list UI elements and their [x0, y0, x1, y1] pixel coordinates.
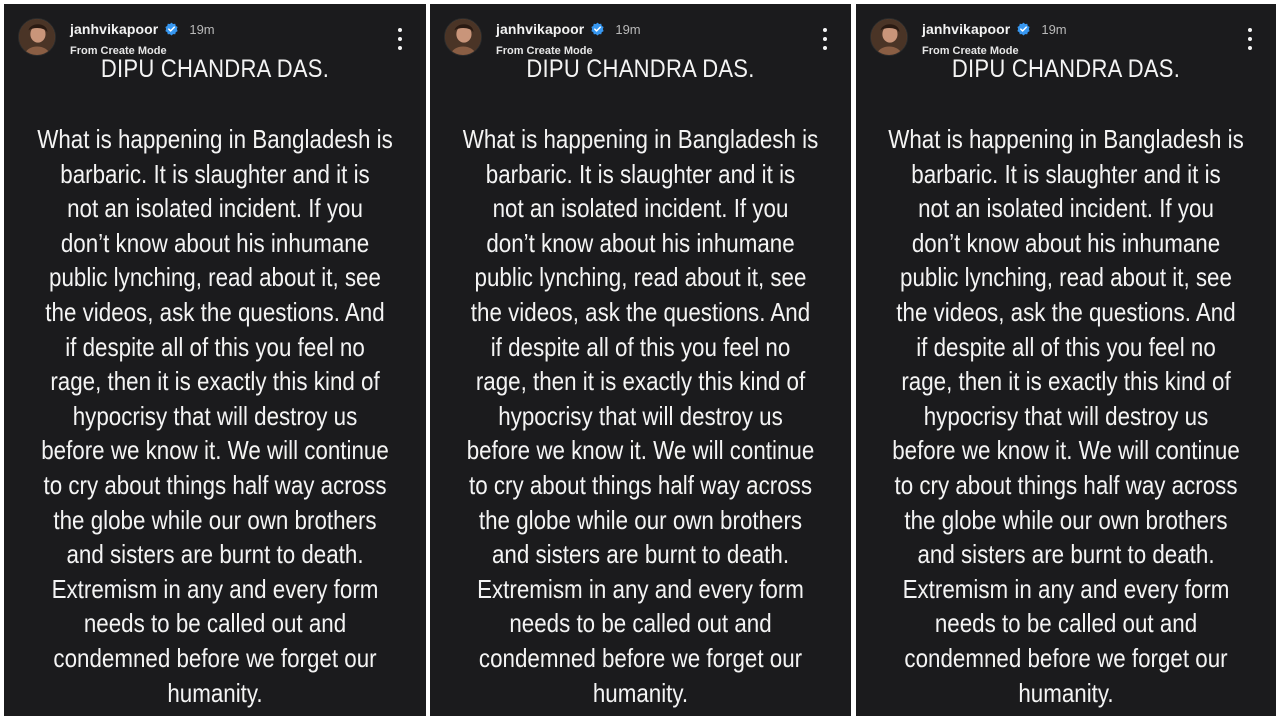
story-text-line: and sisters are burnt to death.	[917, 539, 1215, 570]
story-text-line: hypocrisy that will destroy us	[72, 400, 358, 431]
story-text-line: to cry about things half way across	[43, 469, 387, 500]
verified-badge-icon	[164, 22, 179, 37]
story-text-line: the videos, ask the questions. And	[45, 296, 385, 327]
story-text-line: the globe while our own brothers	[904, 504, 1228, 535]
story-text-line: rage, then it is exactly this kind of	[50, 366, 380, 397]
post-time: 19m	[615, 21, 641, 37]
story-text-line: rage, then it is exactly this kind of	[475, 366, 806, 397]
post-time: 19m	[189, 21, 215, 37]
story-text-line: public lynching, read about it, see	[900, 262, 1232, 293]
story-text	[430, 122, 851, 710]
story-text-line: rage, then it is exactly this kind of	[901, 366, 1231, 397]
story-text-line: needs to be called out and	[509, 608, 772, 639]
more-options-icon[interactable]	[392, 28, 408, 50]
story-text-line: humanity.	[167, 677, 263, 708]
story-text-line: needs to be called out and	[934, 608, 1198, 639]
profile-avatar[interactable]	[444, 18, 482, 56]
create-mode-label: From Create Mode	[70, 45, 167, 57]
story-text	[856, 122, 1276, 710]
username[interactable]: janhvikapoor	[922, 21, 1011, 37]
story-text-line: the videos, ask the questions. And	[896, 296, 1236, 327]
story-text-line: not an isolated incident. If you	[67, 193, 363, 224]
story-text-line: don’t know about his inhumane	[486, 227, 795, 258]
story-text-line: humanity.	[592, 677, 689, 708]
story-text-line: barbaric. It is slaughter and it is	[485, 158, 796, 189]
story-text-line: condemned before we forget our	[53, 642, 377, 673]
story-text-line: and sisters are burnt to death.	[66, 539, 364, 570]
story-text-line: and sisters are burnt to death.	[491, 539, 790, 570]
story-text-line: don’t know about his inhumane	[911, 227, 1221, 258]
story-text-line: condemned before we forget our	[478, 642, 803, 673]
create-mode-label: From Create Mode	[496, 45, 593, 57]
story-text-line: humanity.	[1018, 677, 1114, 708]
profile-avatar[interactable]	[870, 18, 908, 56]
story-text	[4, 122, 426, 710]
verified-badge-icon	[590, 22, 605, 37]
story-text-line: Extremism in any and every form	[51, 573, 379, 604]
story-text-line: barbaric. It is slaughter and it is	[911, 158, 1221, 189]
create-mode-label: From Create Mode	[922, 45, 1019, 57]
story-text-line: public lynching, read about it, see	[49, 262, 381, 293]
story-text-line: not an isolated incident. If you	[918, 193, 1214, 224]
story-text-line: needs to be called out and	[83, 608, 347, 639]
story-text-line: What is happening in Bangladesh is	[462, 124, 819, 154]
story-meta	[922, 20, 1222, 57]
story-panel	[4, 4, 426, 716]
username[interactable]: janhvikapoor	[70, 21, 159, 37]
story-text-line: to cry about things half way across	[894, 469, 1238, 500]
story-text-line: don’t know about his inhumane	[60, 227, 370, 258]
verified-badge-icon	[1016, 22, 1031, 37]
story-meta	[70, 20, 372, 57]
story-text-line: if despite all of this you feel no	[65, 331, 365, 362]
username[interactable]: janhvikapoor	[496, 21, 585, 37]
story-text-line: Extremism in any and every form	[902, 573, 1230, 604]
story-title: DIPU CHANDRA DAS.	[526, 55, 755, 83]
post-time: 19m	[1041, 21, 1067, 37]
story-text-line: public lynching, read about it, see	[474, 262, 807, 293]
story-text-line: to cry about things half way across	[468, 469, 813, 500]
more-options-icon[interactable]	[1242, 28, 1258, 50]
story-title: DIPU CHANDRA DAS.	[951, 55, 1181, 83]
story-panel	[856, 4, 1276, 716]
story-text-line: if despite all of this you feel no	[916, 331, 1216, 362]
story-text-line: barbaric. It is slaughter and it is	[60, 158, 370, 189]
story-meta	[496, 20, 797, 57]
story-title: DIPU CHANDRA DAS.	[100, 55, 330, 83]
story-text-line: What is happening in Bangladesh is	[37, 124, 393, 154]
story-text-line: Extremism in any and every form	[477, 573, 804, 604]
story-text-line: condemned before we forget our	[904, 642, 1228, 673]
story-text-line: hypocrisy that will destroy us	[498, 400, 783, 431]
more-options-icon[interactable]	[817, 28, 833, 50]
story-text-line: before we know it. We will continue	[466, 435, 815, 466]
story-text-line: the globe while our own brothers	[53, 504, 377, 535]
story-text-line: the videos, ask the questions. And	[470, 296, 811, 327]
story-text-line: if despite all of this you feel no	[490, 331, 791, 362]
story-text-line: the globe while our own brothers	[478, 504, 803, 535]
story-text-line: before we know it. We will continue	[892, 435, 1240, 466]
story-text-line: hypocrisy that will destroy us	[923, 400, 1209, 431]
profile-avatar[interactable]	[18, 18, 56, 56]
story-text-line: What is happening in Bangladesh is	[888, 124, 1244, 154]
story-text-line: before we know it. We will continue	[41, 435, 389, 466]
story-text-line: not an isolated incident. If you	[492, 193, 789, 224]
story-panel	[430, 4, 851, 716]
